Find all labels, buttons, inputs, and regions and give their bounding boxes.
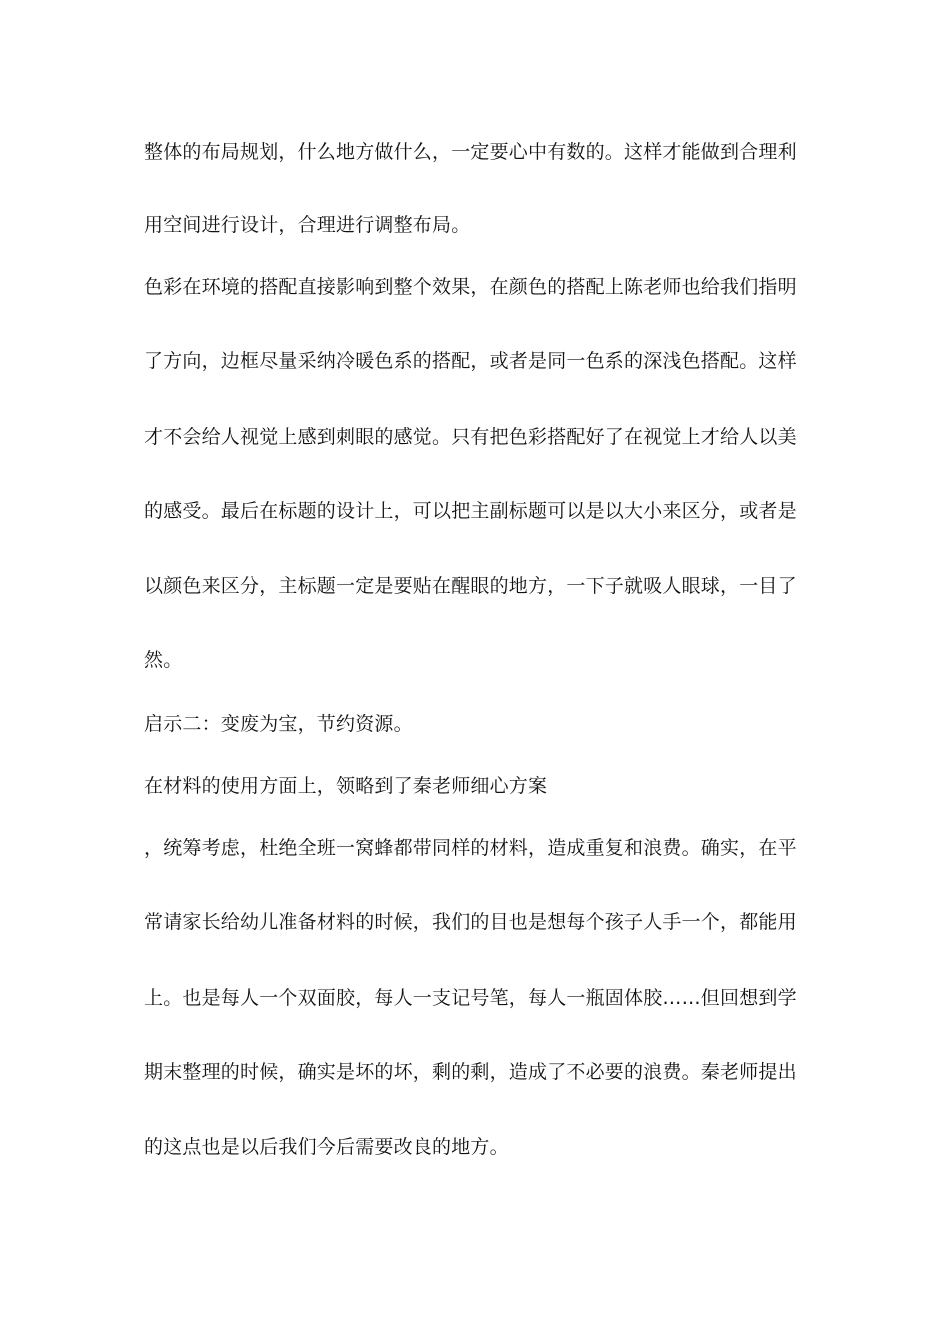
paragraph-line: 在材料的使用方面上，领略到了秦老师细心方案 (144, 775, 548, 797)
section-heading: 启示二：变废为宝，节约资源。 (144, 713, 413, 735)
paragraph-line: 整体的布局规划，什么地方做什么，一定要心中有数的。这样才能做到合理利 (144, 141, 797, 163)
paragraph-line: 上。也是每人一个双面胶，每人一支记号笔，每人一瓶固体胶……但回想到学 (144, 987, 797, 1009)
paragraph-line: ，统筹考虑，杜绝全班一窝蜂都带同样的材料，造成重复和浪费。确实，在平 (144, 837, 797, 859)
paragraph-line: 了方向，边框尽量采纳冷暖色系的搭配，或者是同一色系的深浅色搭配。这样 (144, 350, 797, 372)
paragraph-line: 的感受。最后在标题的设计上，可以把主副标题可以是以大小来区分，或者是 (144, 500, 797, 522)
paragraph-line: 色彩在环境的搭配直接影响到整个效果，在颜色的搭配上陈老师也给我们指明 (144, 276, 797, 298)
paragraph-line: 期末整理的时候，确实是坏的坏，剩的剩，造成了不必要的浪费。秦老师提出 (144, 1061, 797, 1083)
paragraph-line: 才不会给人视觉上感到刺眼的感觉。只有把色彩搭配好了在视觉上才给人以美 (144, 426, 797, 448)
paragraph-line: 用空间进行设计，合理进行调整布局。 (144, 214, 471, 236)
paragraph-line: 以颜色来区分，主标题一定是要贴在醒眼的地方，一下子就吸人眼球，一目了 (144, 575, 797, 597)
paragraph-line: 常请家长给幼儿准备材料的时候，我们的目也是想每个孩子人手一个，都能用 (144, 911, 797, 933)
paragraph-line: 的这点也是以后我们今后需要改良的地方。 (144, 1136, 509, 1158)
paragraph-line: 然。 (144, 649, 183, 671)
